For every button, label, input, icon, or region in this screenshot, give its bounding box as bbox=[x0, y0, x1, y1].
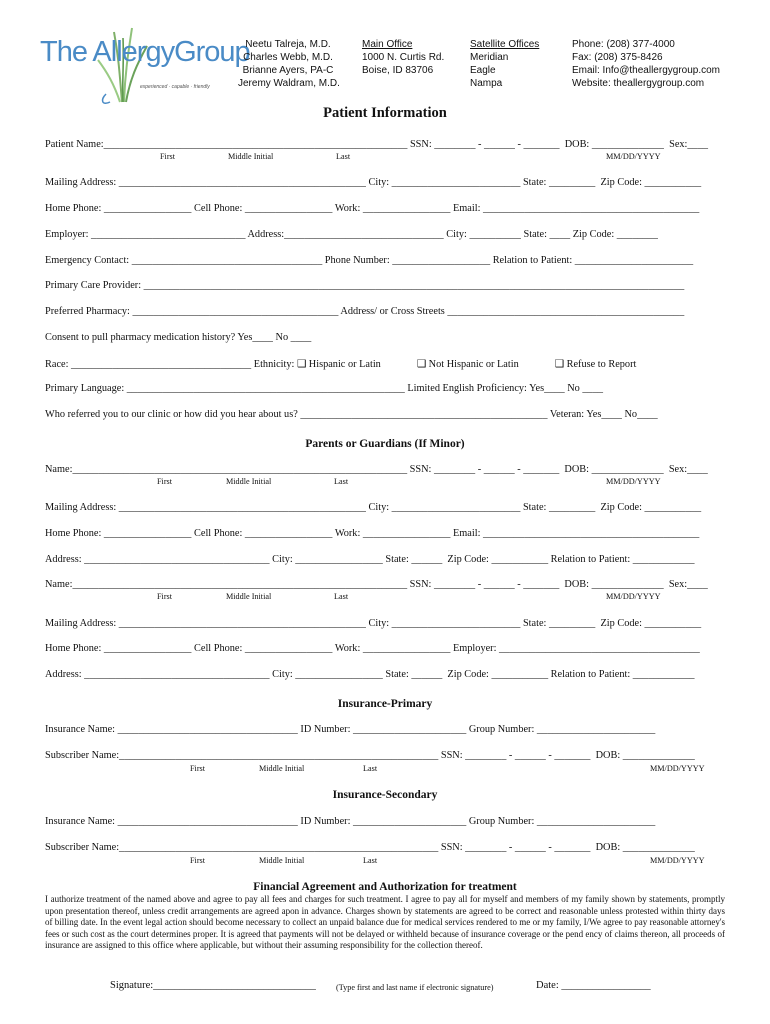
sub-last: Last bbox=[334, 592, 349, 601]
main-office bbox=[362, 38, 444, 77]
sub-dob-format: MM/DD/YYYY bbox=[650, 856, 705, 865]
providers-list bbox=[238, 38, 338, 90]
email-text: Email: Info@theallergygroup.com bbox=[572, 65, 720, 76]
sub-first: First bbox=[160, 152, 176, 161]
sub-middle: Middle Initial bbox=[259, 856, 305, 865]
sub-last: Last bbox=[334, 477, 349, 486]
guardian2-name-field[interactable]: Name:_________________________________________________________________ SSN: ________ - ______ - _______ DOB: ______________ Sex:____ bbox=[45, 579, 708, 590]
satellite-city: Nampa bbox=[470, 78, 503, 89]
provider-name: Charles Webb, M.D. bbox=[243, 52, 333, 63]
sub-last: Last bbox=[363, 856, 378, 865]
satellite-offices bbox=[470, 38, 539, 90]
section-title-financial: Financial Agreement and Authorization for treatment bbox=[253, 881, 517, 893]
satellite-title: Satellite Offices bbox=[470, 39, 540, 50]
sub-middle: Middle Initial bbox=[259, 764, 305, 773]
sub-last: Last bbox=[363, 764, 378, 773]
pharmacy-fields[interactable]: Preferred Pharmacy: ________________________________________ Address/ or Cross Streets ______________________________________________ bbox=[45, 306, 685, 317]
secondary-subscriber-field[interactable]: Subscriber Name:______________________________________________________________ SSN: ________ - ______ - _______ DOB: ______________ bbox=[45, 842, 695, 853]
guardian1-name-field[interactable]: Name:_________________________________________________________________ SSN: ________ - ______ - _______ DOB: ______________ Sex:____ bbox=[45, 464, 708, 475]
section-title-guardians: Parents or Guardians (If Minor) bbox=[305, 438, 465, 450]
sub-middle: Middle Initial bbox=[226, 477, 272, 486]
sub-dob-format: MM/DD/YYYY bbox=[606, 152, 661, 161]
guardian2-address-fields[interactable]: Address: ____________________________________ City: _________________ State: ______ Zip Code: ___________ Relation to Patient: ____________ bbox=[45, 669, 695, 680]
sub-first: First bbox=[157, 592, 173, 601]
section-title-patient: Patient Information bbox=[323, 105, 447, 121]
main-office-city: Boise, ID 83706 bbox=[362, 65, 434, 76]
guardian1-address-fields[interactable]: Address: ____________________________________ City: _________________ State: ______ Zip Code: ___________ Relation to Patient: ____________ bbox=[45, 554, 695, 565]
primary-insurance-name-field[interactable]: Insurance Name: ___________________________________ ID Number: ______________________ Group Number: _______________________ bbox=[45, 724, 656, 735]
main-office-title: Main Office bbox=[362, 39, 413, 50]
employer-fields[interactable]: Employer: ______________________________ Address:_______________________________ City: __________ State: ____ Zip Code: ________ bbox=[45, 229, 658, 240]
emergency-contact-fields[interactable]: Emergency Contact: _____________________________________ Phone Number: ___________________ Relation to Patient: _______________________ bbox=[45, 255, 694, 266]
logo-text: The AllergyGroup bbox=[40, 36, 250, 68]
guardian1-mailing-field[interactable]: Mailing Address: ________________________________________________ City: _________________________ State: _________ Zip Code: ___________ bbox=[45, 502, 702, 513]
sub-middle: Middle Initial bbox=[226, 592, 272, 601]
pharmacy-consent-field[interactable]: Consent to pull pharmacy medication history? Yes____ No ____ bbox=[45, 332, 312, 343]
secondary-insurance-name-field[interactable]: Insurance Name: ___________________________________ ID Number: ______________________ Group Number: _______________________ bbox=[45, 816, 656, 827]
contact-info bbox=[572, 38, 720, 90]
date-field[interactable]: Date: _________________ bbox=[536, 980, 651, 991]
sub-first: First bbox=[190, 856, 206, 865]
fax-text: Fax: (208) 375-8426 bbox=[572, 52, 663, 63]
satellite-city: Eagle bbox=[470, 65, 496, 76]
language-fields[interactable]: Primary Language: ______________________________________________________ Limited English Proficiency: Yes____ No ____ bbox=[45, 383, 603, 394]
section-title-ins-secondary: Insurance-Secondary bbox=[332, 789, 438, 801]
signature-note: (Type first and last name if electronic signature) bbox=[336, 983, 494, 992]
patient-name-field[interactable]: Patient Name:___________________________________________________________ SSN: ________ - ______ - _______ DOB: ______________ Sex:____ bbox=[45, 139, 708, 150]
website-text: Website: theallergygroup.com bbox=[572, 78, 705, 89]
logo-tagline: experienced · capable · friendly bbox=[140, 84, 210, 90]
sub-dob-format: MM/DD/YYYY bbox=[606, 592, 661, 601]
signature-field[interactable]: Signature:_______________________________ bbox=[110, 980, 316, 991]
section-title-ins-primary: Insurance-Primary bbox=[337, 698, 433, 710]
financial-agreement-text: I authorize treatment of the named above and agree to pay all fees and charges for such treatment. I agree to pay all for myself and members of my family shown by statements, promptly upon presentation thereof, unless credit arrangements are agreed apon in advance. Charges shown by statements are agreed to be correct and reasonable unless protested within thirty days of billing date. In the event legal action should become necessary to collect an unpaid balance due for medical services rendered to me or my family, I/We agree to pay reasonable attorney's fees or such cost as the court determines proper. It is agreed that payments will not be delayed or withheld because of insurance coverage or the pend ency of claims thereon, all proceeds of insurance are assigned to this office where applicable, but without their assuming responsibility for the collection thereof. bbox=[45, 894, 725, 950]
guardian2-mailing-field[interactable]: Mailing Address: ________________________________________________ City: _________________________ State: _________ Zip Code: ___________ bbox=[45, 618, 702, 629]
primary-subscriber-field[interactable]: Subscriber Name:______________________________________________________________ SSN: ________ - ______ - _______ DOB: ______________ bbox=[45, 750, 695, 761]
sub-middle: Middle Initial bbox=[228, 152, 274, 161]
sub-dob-format: MM/DD/YYYY bbox=[606, 477, 661, 486]
provider-name: Jeremy Waldram, M.D. bbox=[238, 78, 340, 89]
sub-first: First bbox=[190, 764, 206, 773]
guardian1-phone-fields[interactable]: Home Phone: _________________ Cell Phone: _________________ Work: _________________ Email: __________________________________________ bbox=[45, 528, 700, 539]
race-ethnicity-fields[interactable]: Race: ___________________________________ Ethnicity: ❑ Hispanic or Latin ❑ Not Hispanic or Latin ❑ Refuse to Report bbox=[45, 359, 637, 370]
sub-first: First bbox=[157, 477, 173, 486]
primary-care-field[interactable]: Primary Care Provider: _________________________________________________________________________________________________________ bbox=[45, 280, 685, 291]
phone-text: Phone: (208) 377-4000 bbox=[572, 39, 675, 50]
mailing-address-field[interactable]: Mailing Address: ________________________________________________ City: _________________________ State: _________ Zip Code: ___________ bbox=[45, 177, 702, 188]
referral-veteran-fields[interactable]: Who referred you to our clinic or how did you hear about us? ________________________________________________ Veteran: Yes____ No____ bbox=[45, 409, 658, 420]
main-office-address: 1000 N. Curtis Rd. bbox=[362, 52, 445, 63]
provider-name: Neetu Talreja, M.D. bbox=[245, 39, 331, 50]
sub-dob-format: MM/DD/YYYY bbox=[650, 764, 705, 773]
phone-fields[interactable]: Home Phone: _________________ Cell Phone: _________________ Work: _________________ Email: __________________________________________ bbox=[45, 203, 700, 214]
satellite-city: Meridian bbox=[470, 52, 509, 63]
guardian2-phone-fields[interactable]: Home Phone: _________________ Cell Phone: _________________ Work: _________________ Employer: _______________________________________ bbox=[45, 643, 700, 654]
provider-name: Brianne Ayers, PA-C bbox=[242, 65, 334, 76]
sub-last: Last bbox=[336, 152, 351, 161]
